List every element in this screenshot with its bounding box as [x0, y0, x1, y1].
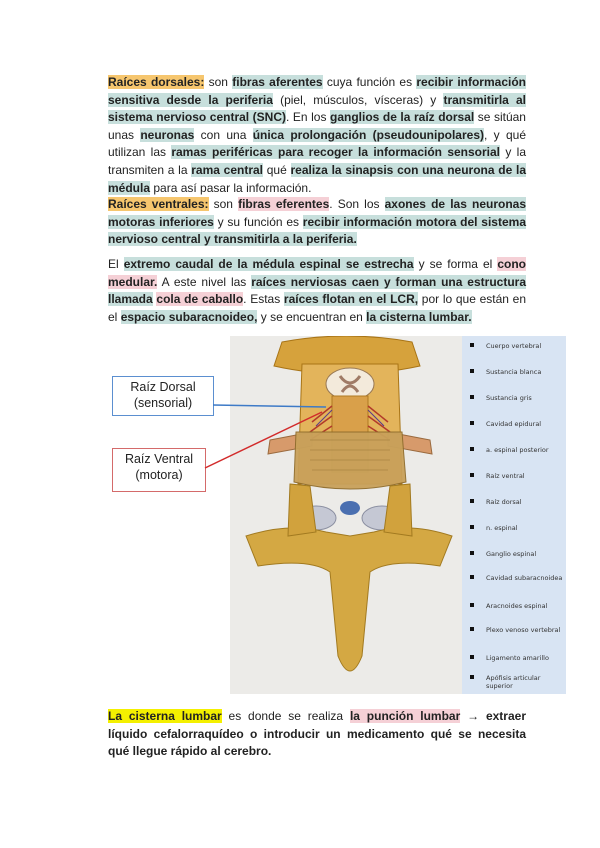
legend-label: Cuerpo vertebral	[486, 342, 542, 350]
term: recibir información sensitiva desde la periferia	[108, 75, 526, 107]
text: , y qué utilizan las	[108, 127, 526, 160]
bullet-icon	[470, 655, 474, 659]
term: extraer líquido cefalorraquídeo o introducir un medicamento qué se necesita qué llegue rápido al cerebro.	[108, 709, 526, 759]
legend-item	[472, 602, 564, 610]
term: transmitirla al sistema nervioso central (SNC)	[108, 92, 526, 125]
term: recibir información motora del sistema nervioso central y transmitirla a la periferia.	[108, 214, 526, 247]
legend-label: Raíz ventral	[486, 472, 525, 480]
figure-legend	[462, 336, 566, 694]
legend-label: Cavidad epidural	[486, 420, 542, 428]
term-dorsal-roots: Raíces dorsales:	[108, 75, 205, 89]
legend-item	[472, 654, 564, 662]
term-ventral-roots: Raíces ventrales:	[108, 197, 209, 211]
legend-label: Cavidad subaracnoidea	[486, 574, 563, 582]
text: se sitúan unas	[108, 110, 526, 142]
text: El	[108, 257, 124, 271]
term: ramas periféricas para recoger la información sensorial	[171, 145, 501, 160]
legend-label: Ligamento amarillo	[486, 654, 549, 662]
term: la punción lumbar	[349, 709, 461, 723]
paragraph-lumbar-cistern	[108, 708, 526, 761]
callout-dorsal-root	[112, 376, 214, 416]
term: fibras eferentes	[238, 197, 330, 211]
bullet-icon	[470, 421, 474, 425]
term: axones de las neuronas motoras inferiores	[108, 197, 527, 229]
term: realiza la sinapsis con una neurona de la médula	[108, 162, 527, 195]
text: . En los	[286, 110, 330, 125]
legend-item	[472, 626, 564, 634]
callout-subtitle: (motora)	[135, 468, 183, 482]
term: única prolongación (pseudounipolares)	[252, 127, 484, 142]
legend-item	[472, 368, 564, 376]
text: y su función es	[213, 214, 303, 229]
term: fibras aferentes	[232, 75, 323, 89]
spinal-cord-illustration	[230, 336, 462, 694]
text: por lo que están en el	[108, 292, 526, 324]
text: son	[204, 75, 233, 89]
legend-item	[472, 472, 564, 480]
bullet-icon	[470, 525, 474, 529]
text: A este nivel las	[157, 274, 252, 289]
bullet-icon	[470, 499, 474, 503]
text: . Son los	[329, 197, 385, 211]
text: son	[208, 197, 239, 211]
term: neuronas	[140, 127, 195, 142]
legend-item	[472, 674, 564, 690]
callout-title: Raíz Dorsal	[130, 380, 196, 394]
bullet-icon	[470, 627, 474, 631]
legend-item	[472, 574, 564, 582]
legend-item	[472, 550, 564, 558]
legend-item	[472, 342, 564, 350]
term: cola de caballo	[156, 292, 244, 307]
bullet-icon	[470, 343, 474, 347]
arrow-text: →	[460, 709, 486, 723]
legend-item	[472, 446, 564, 454]
bullet-icon	[470, 603, 474, 607]
callout-title: Raíz Ventral	[124, 452, 194, 466]
text: cuya función es	[322, 75, 417, 89]
text: y la transmiten a la	[108, 145, 526, 177]
legend-label: Ganglio espinal	[486, 550, 537, 558]
term: raíces flotan en el LCR,	[283, 292, 419, 307]
legend-item	[472, 498, 564, 506]
text: . Estas	[243, 292, 284, 307]
callout-subtitle: (sensorial)	[133, 396, 193, 410]
term: rama central	[191, 162, 264, 177]
legend-item	[472, 420, 564, 428]
legend-label: n. espinal	[486, 524, 518, 532]
legend-item	[472, 394, 564, 402]
paragraph-cauda-equina	[108, 256, 526, 326]
legend-label: Aracnoides espinal	[486, 602, 548, 610]
term-lumbar-cistern: La cisterna lumbar	[108, 709, 222, 723]
paragraph-ventral-roots	[108, 196, 526, 249]
legend-label: Apófisis articular superior	[486, 674, 541, 690]
legend-label: Plexo venoso vertebral	[486, 626, 561, 634]
legend-label: Raíz dorsal	[486, 498, 522, 506]
legend-label: a. espinal posterior	[486, 446, 549, 454]
bullet-icon	[470, 369, 474, 373]
bullet-icon	[470, 473, 474, 477]
paragraph-dorsal-roots	[108, 74, 526, 197]
bullet-icon	[470, 675, 474, 679]
legend-label: Sustancia gris	[486, 394, 532, 402]
term: cono medular.	[108, 257, 526, 289]
text: y se encuentran en	[257, 309, 367, 324]
spinal-anatomy-figure	[230, 336, 566, 694]
text: para así pasar la información.	[150, 180, 312, 195]
bullet-icon	[470, 395, 474, 399]
legend-label: Sustancia blanca	[486, 368, 542, 376]
callout-ventral-root	[112, 448, 206, 492]
bullet-icon	[470, 575, 474, 579]
legend-item	[472, 524, 564, 532]
bullet-icon	[470, 551, 474, 555]
term: espacio subaracnoideo,	[120, 309, 258, 324]
bullet-icon	[470, 447, 474, 451]
term: raíces nerviosas caen y forman una estructura llamada	[108, 274, 526, 307]
text: es donde se realiza	[221, 709, 350, 723]
text: y se forma el	[413, 257, 498, 271]
term: ganglios de la raíz dorsal	[330, 110, 475, 125]
text: con una	[194, 127, 253, 142]
term: extremo caudal de la médula espinal se estrecha	[123, 257, 414, 271]
text: (piel, músculos, vísceras) y	[272, 92, 444, 107]
term: la cisterna lumbar.	[366, 309, 472, 324]
text: qué	[263, 162, 291, 177]
